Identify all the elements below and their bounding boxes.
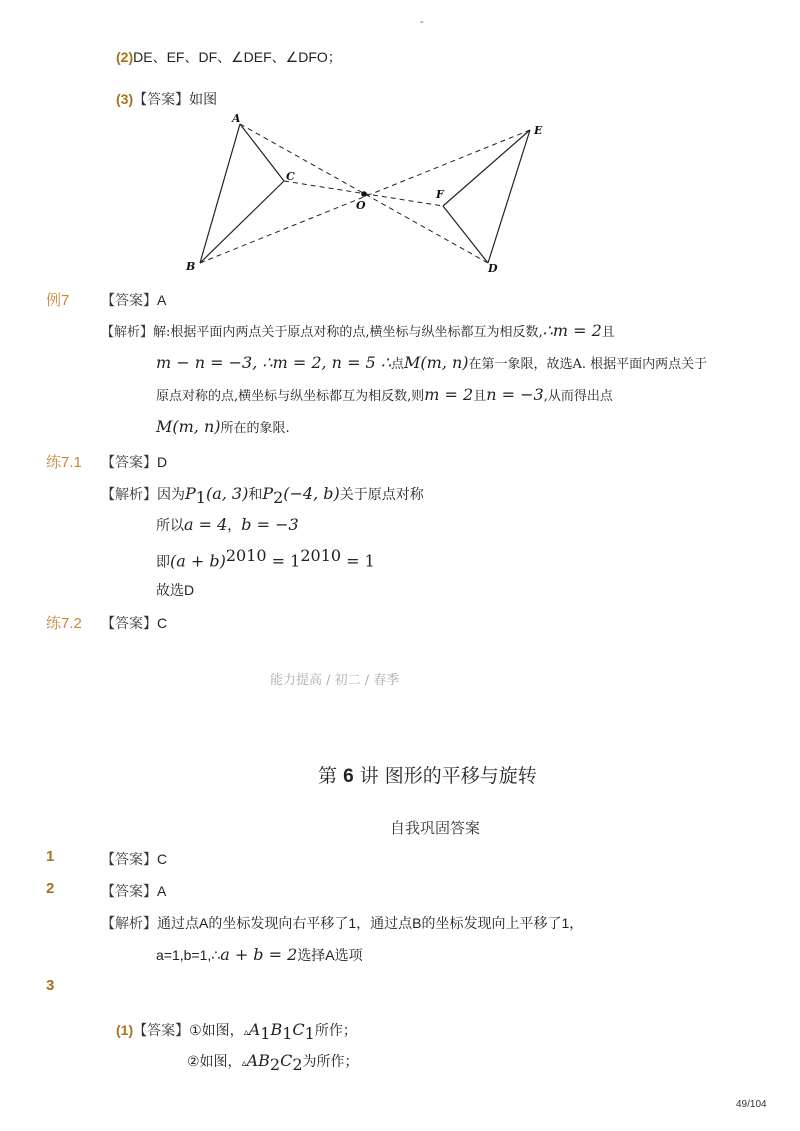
s3-l1-text2: 所作； (314, 1022, 357, 1038)
p72-label: 练7.2 (46, 615, 82, 632)
p71-answer (101, 452, 167, 472)
s3-line1 (116, 1020, 357, 1043)
s3-l2-c: C (280, 1051, 293, 1070)
ex7-answer-value: A (157, 292, 167, 308)
p71-l1-text2: 和 (248, 486, 263, 502)
p71-answer-value: D (157, 454, 168, 470)
q2-answer-text: DE、EF、DF、∠DEF、∠DFO； (133, 49, 342, 65)
header-dash: - (420, 16, 424, 28)
ex7-analysis-line4 (156, 417, 290, 436)
p71-l1-p: P (185, 484, 196, 503)
ex7-l1-text: 解:根据平面内两点关于原点对称的点,横坐标与纵坐标都互为相反数, (153, 325, 543, 340)
segment-ab (200, 124, 240, 263)
p72-answer (101, 613, 167, 633)
page-footer: 能力提高 / 初二 / 春季 (270, 673, 400, 688)
ex7-analysis-line1 (101, 321, 615, 340)
p71-l1-coord1: (a, 3) (205, 484, 249, 503)
s3-l2-text1: ②如图， (187, 1053, 242, 1069)
p71-l1-coord2: (−4, b) (283, 484, 340, 503)
label-f: F (436, 188, 444, 201)
q2-number: (2) (116, 49, 134, 65)
s3-answer-tag: 【答案】 (133, 1022, 190, 1038)
segment-ac (240, 124, 284, 181)
s2-analysis-line1 (101, 913, 583, 933)
s3-l1-a: A (248, 1020, 261, 1039)
point-o (361, 191, 367, 197)
p71-l2-math1: a = 4 (184, 515, 228, 534)
p71-analysis-line1 (101, 484, 424, 507)
s3-l1-b: B (270, 1020, 283, 1039)
s3-line2 (187, 1051, 359, 1074)
p71-analysis-line4: 故选D (156, 582, 195, 598)
p71-l2-math2: b = −3 (241, 515, 299, 534)
ex7-l3-text3: ,从而得出点 (543, 389, 613, 404)
ex7-l4-math: M(m, n) (156, 417, 221, 436)
s3-l1-sub1: 1 (260, 1023, 271, 1043)
lecture-number: 6 (343, 766, 354, 787)
ex7-analysis-line2 (156, 353, 707, 372)
q3-line (116, 89, 217, 109)
ex7-analysis-tag: 【解析】 (101, 325, 154, 340)
ex7-analysis-line3 (156, 385, 613, 404)
ex7-l3-text2: 且 (473, 389, 487, 404)
page-number: 49/104 (736, 1099, 767, 1110)
lecture-title (318, 761, 537, 788)
segment-ef (443, 130, 530, 206)
p71-l3-math3: = 1 (341, 551, 375, 571)
s3-l2-sub2: 2 (292, 1054, 303, 1074)
triangle-icon: ▵ (241, 1058, 247, 1069)
p72-answer-tag: 【答案】 (101, 615, 157, 631)
s2-l2-text1: a=1,b=1,∴ (156, 947, 221, 963)
ex7-l1-math: ∴m = 2 (542, 321, 602, 340)
ex7-l2-math1: m − n = −3 (156, 353, 253, 372)
p71-l3-math2: = 1 (266, 551, 301, 571)
q3-answer-tag: 【答案】 (133, 91, 190, 107)
p71-l1-sub1: 1 (195, 487, 206, 507)
s3-l2-ab: AB (246, 1051, 270, 1070)
lecture-title-prefix: 第 (318, 765, 338, 787)
p71-l3-exp1: 2010 (225, 546, 267, 565)
s3-l1-sub3: 1 (304, 1023, 315, 1043)
label-o: O (356, 199, 366, 212)
p72-answer-value: C (157, 615, 168, 631)
s2-l2-text2: 选择A选项 (297, 947, 363, 963)
s1-answer (101, 849, 167, 869)
p71-label: 练7.1 (46, 454, 82, 471)
s3-number: 3 (46, 977, 55, 994)
segment-ed (488, 130, 530, 263)
ex7-l3-math1: m = 2 (424, 385, 474, 404)
label-e: E (534, 124, 543, 137)
label-c: C (286, 170, 295, 183)
p71-l1-text3: 关于原点对称 (339, 486, 424, 502)
label-a: A (232, 112, 241, 125)
s2-l2-math: a + b = 2 (220, 945, 298, 964)
p71-l1-sub2: 2 (273, 487, 284, 507)
p71-l3-text: 即 (156, 553, 170, 570)
ex7-l4-text: 所在的象限. (220, 421, 290, 436)
segment-cb (200, 181, 284, 263)
p71-l3-math1: (a + b) (170, 551, 226, 571)
triangle-icon: ▵ (243, 1027, 249, 1038)
ex7-answer-tag: 【答案】 (101, 292, 157, 308)
p71-l1-text1: 因为 (157, 486, 185, 502)
p71-analysis-line2 (156, 515, 299, 535)
lecture-subtitle: 自我巩固答案 (390, 819, 481, 837)
s2-answer (101, 881, 166, 901)
ex7-l3-math2: n = −3 (486, 385, 544, 404)
s2-l1-text: 通过点A的坐标发现向右平移了1，通过点B的坐标发现向上平移了1， (157, 915, 584, 931)
q3-number: (3) (116, 91, 134, 107)
p71-answer-tag: 【答案】 (101, 454, 157, 470)
ex7-answer (101, 290, 166, 310)
p71-analysis-tag: 【解析】 (101, 486, 157, 502)
s3-l1-sub2: 1 (282, 1023, 293, 1043)
s2-number: 2 (46, 880, 55, 897)
p71-l2-text2: ， (227, 517, 242, 533)
s2-analysis-line2 (156, 945, 363, 965)
ex7-l2-text1: 点 (391, 357, 405, 372)
ex7-l3-text1: 原点对称的点,横坐标与纵坐标都互为相反数,则 (156, 389, 425, 404)
s2-answer-value: A (157, 883, 167, 899)
ex7-l1-text2: 且 (601, 325, 615, 340)
ex7-l2-math2: , ∴m = 2, n = 5 ∴ (252, 353, 391, 372)
ex7-label: 例7 (46, 292, 70, 309)
label-b: B (186, 260, 196, 273)
label-d: D (488, 262, 498, 275)
s3-l2-text2: 为所作； (302, 1053, 359, 1069)
s2-analysis-tag: 【解析】 (101, 915, 157, 931)
ex7-l2-math3: M(m, n) (404, 353, 469, 372)
lecture-title-text: 讲 图形的平移与旋转 (359, 765, 537, 787)
q3-answer-text: 如图 (189, 91, 218, 107)
s1-answer-tag: 【答案】 (101, 851, 157, 867)
s3-sub-number: (1) (116, 1022, 134, 1038)
s1-answer-value: C (157, 851, 168, 867)
p71-l2-text1: 所以 (156, 517, 184, 533)
s3-l1-c: C (292, 1020, 305, 1039)
segment-fd (443, 206, 488, 263)
symmetry-figure (180, 108, 550, 278)
q2-line (116, 47, 342, 67)
s2-answer-tag: 【答案】 (101, 883, 157, 899)
s3-l2-sub1: 2 (269, 1054, 281, 1074)
s3-l1-text1: ①如图， (189, 1022, 244, 1038)
p71-l1-p2: P (262, 484, 274, 503)
p71-analysis-line3 (156, 546, 375, 572)
ex7-l2-text2: 在第一象限，故选A. 根据平面内两点关于 (468, 357, 708, 372)
p71-l3-exp2: 2010 (300, 546, 342, 565)
s1-number: 1 (46, 848, 55, 865)
